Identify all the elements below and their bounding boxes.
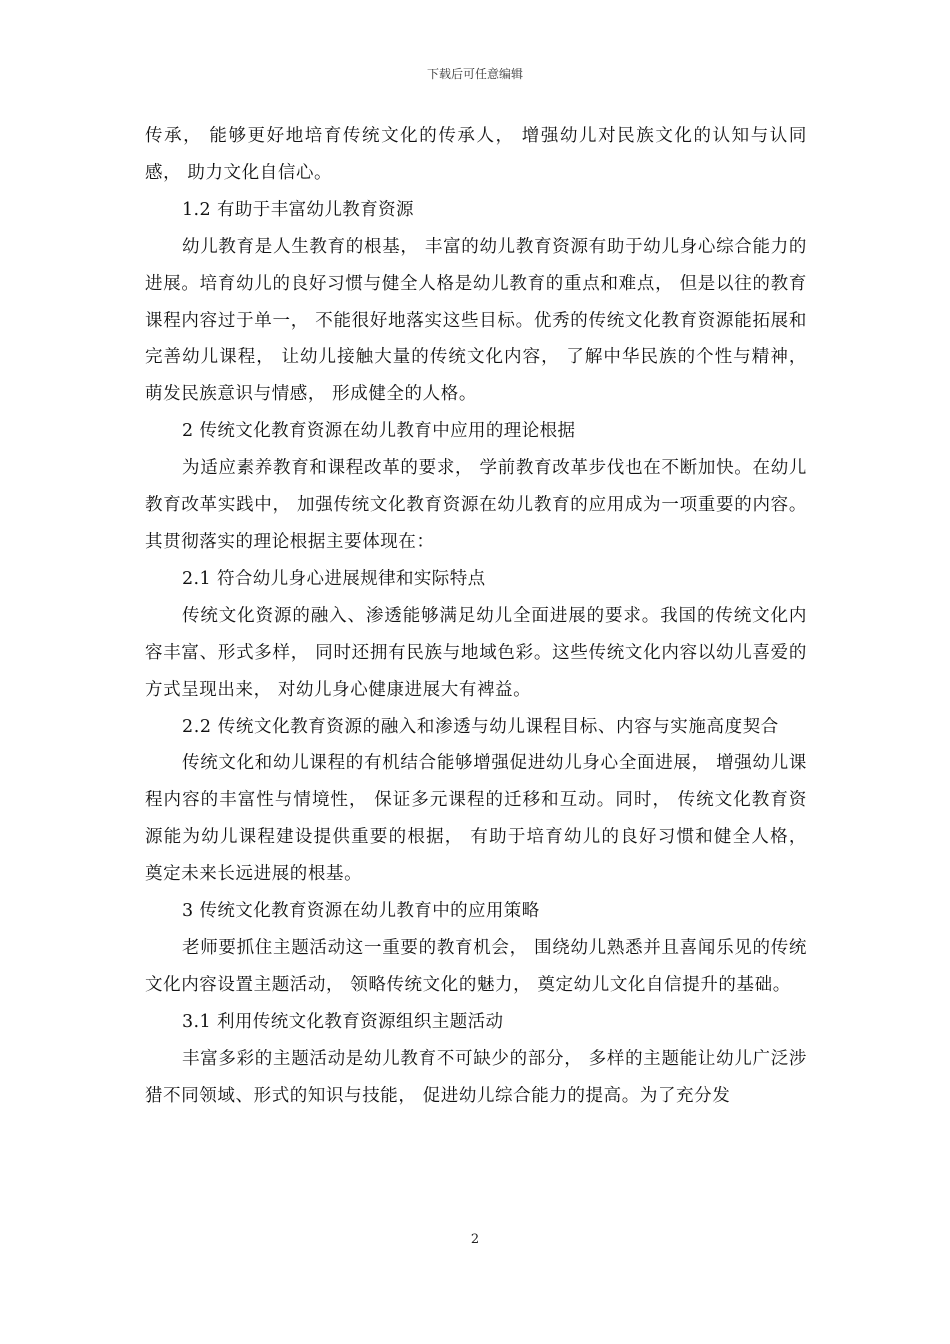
section-heading-2-2: 2.2 传统文化教育资源的融入和渗透与幼儿课程目标、内容与实施高度契合 [182,716,779,737]
document-body [145,118,807,1114]
section-heading-2-1: 2.1 符合幼儿身心进展规律和实际特点 [182,568,486,589]
paragraph: 为适应素养教育和课程改革的要求， 学前教育改革步伐也在不断加快。在幼儿教育改革实践中， 加强传统文化教育资源在幼儿教育的应用成为一项重要的内容。其贯彻落实的理论根据主要体现在： [145,458,807,552]
page-header: 下载后可任意编辑 [426,67,523,81]
section-heading-3: 3 传统文化教育资源在幼儿教育中的应用策略 [182,901,540,922]
paragraph: 丰富多彩的主题活动是幼儿教育不可缺少的部分， 多样的主题能让幼儿广泛涉猎不同领域、形式的知识与技能， 促进幼儿综合能力的提高。为了充分发 [145,1048,807,1106]
paragraph: 老师要抓住主题活动这一重要的教育机会， 围绕幼儿熟悉并且喜闻乐见的传统文化内容设置主题活动， 领略传统文化的魅力， 奠定幼儿文化自信提升的基础。 [145,937,807,995]
section-heading-2: 2 传统文化教育资源在幼儿教育中应用的理论根据 [182,421,576,442]
page-number: 2 [470,1232,480,1247]
paragraph: 传统文化资源的融入、渗透能够满足幼儿全面进展的要求。我国的传统文化内容丰富、形式多样， 同时还拥有民族与地域色彩。这些传统文化内容以幼儿喜爱的方式呈现出来， 对幼儿身心健康进展大有裨益。 [145,605,807,700]
paragraph: 传统文化和幼儿课程的有机结合能够增强促进幼儿身心全面进展， 增强幼儿课程内容的丰富性与情境性， 保证多元课程的迁移和互动。同时， 传统文化教育资源能为幼儿课程建设提供重要的根据， 有助于培育幼儿的良好习惯和健全人格， 奠定未来长远进展的根基。 [145,753,807,885]
paragraph-continuation: 传承， 能够更好地培育传统文化的传承人， 增强幼儿对民族文化的认知与认同感， 助力文化自信心。 [145,126,807,183]
section-heading-1-2: 1.2 有助于丰富幼儿教育资源 [182,199,414,220]
section-heading-3-1: 3.1 利用传统文化教育资源组织主题活动 [182,1011,504,1032]
paragraph: 幼儿教育是人生教育的根基， 丰富的幼儿教育资源有助于幼儿身心综合能力的进展。培育幼儿的良好习惯与健全人格是幼儿教育的重点和难点， 但是以往的教育课程内容过于单一， 不能很好地落实这些目标。优秀的传统文化教育资源能拓展和完善幼儿课程， 让幼儿接触大量的传统文化内容， 了解中华民族的个性与精神， 萌发民族意识与情感， 形成健全的人格。 [145,236,807,405]
